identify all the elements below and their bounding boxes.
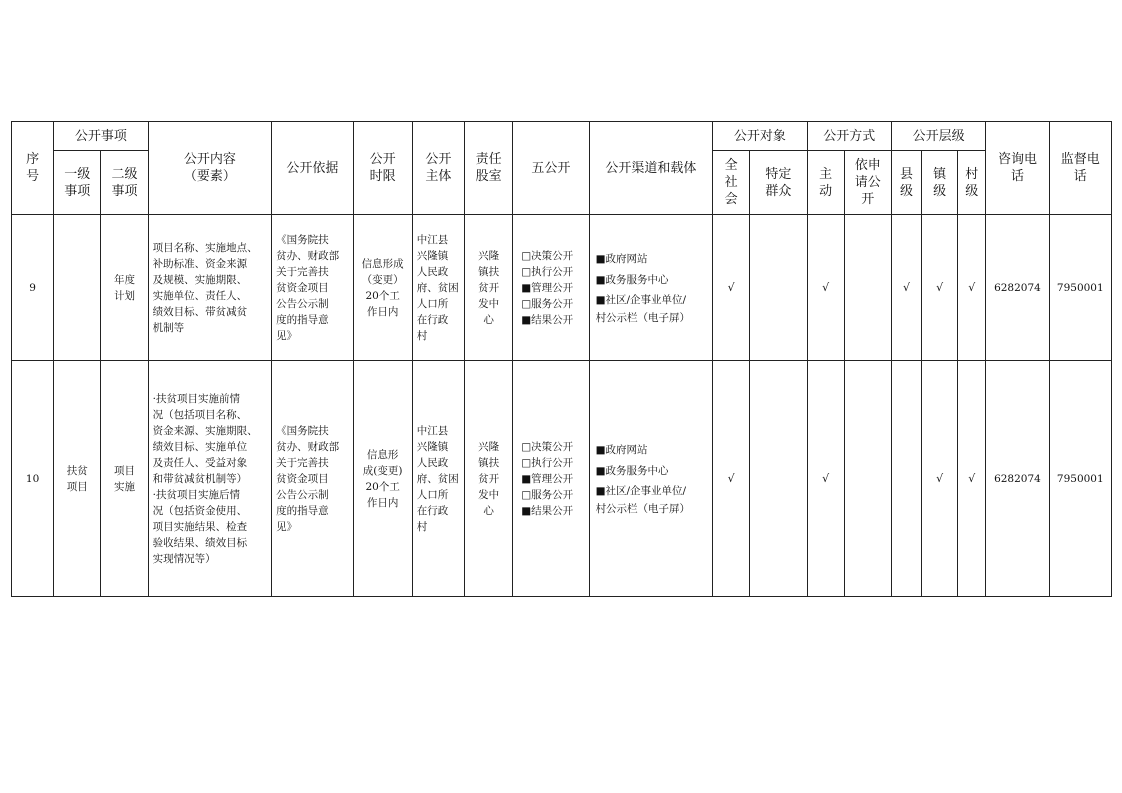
row-method-request bbox=[844, 215, 891, 361]
row-item-l1: 扶贫 项目 bbox=[54, 361, 101, 597]
five-item: ■结果公开 bbox=[521, 504, 574, 517]
five-item: □服务公开 bbox=[521, 488, 574, 501]
row-level-town: √ bbox=[922, 361, 958, 597]
row-subject bbox=[412, 361, 464, 597]
header-dept: 责任 股室 bbox=[465, 122, 513, 215]
row-dept: 兴隆 镇扶 贫开 发中 心 bbox=[465, 361, 513, 597]
header-level-town: 镇 级 bbox=[922, 151, 958, 215]
five-item: □决策公开 bbox=[521, 249, 574, 262]
header-supervise-phone: 监督电 话 bbox=[1049, 122, 1111, 215]
row-time-limit: 信息形成 （变更） 20个工 作日内 bbox=[353, 215, 412, 361]
header-level: 公开层级 bbox=[891, 122, 985, 151]
channel-item: ■政务服务中心 bbox=[595, 464, 669, 477]
row-item-l2: 年度 计划 bbox=[101, 215, 148, 361]
row-content bbox=[148, 361, 272, 597]
row-time-limit: 信息形 成(变更) 20个工 作日内 bbox=[353, 361, 412, 597]
row-target-all: √ bbox=[713, 215, 750, 361]
row-channel bbox=[589, 215, 713, 361]
header-seq: 序 号 bbox=[12, 122, 54, 215]
row-item-l2: 项目 实施 bbox=[101, 361, 148, 597]
row-five bbox=[513, 215, 589, 361]
channel-item: ■社区/企事业单位/ 村公示栏（电子屏） bbox=[595, 484, 691, 515]
row-channel bbox=[589, 361, 713, 597]
header-target-all: 全 社 会 bbox=[713, 151, 750, 215]
row-seq: 9 bbox=[12, 215, 54, 361]
row-consult-phone: 6282074 bbox=[986, 215, 1049, 361]
row-target-specific bbox=[750, 361, 807, 597]
row-content-text: 项目名称、实施地点、 补助标准、资金来源 及规模、实施期限、 实施单位、责任人、 绩效目标、带贫减贫 机制等 bbox=[152, 241, 258, 334]
header-method-active: 主 动 bbox=[807, 151, 844, 215]
header-target: 公开对象 bbox=[713, 122, 807, 151]
header-item-l2: 二级 事项 bbox=[101, 151, 148, 215]
row-level-village: √ bbox=[958, 215, 986, 361]
row-basis bbox=[272, 361, 353, 597]
row-subject-text: 中江县 兴隆镇 人民政 府、贫困 人口所 在行政 村 bbox=[416, 233, 459, 342]
five-item: □服务公开 bbox=[521, 297, 574, 310]
row-level-county bbox=[891, 361, 921, 597]
table-row bbox=[12, 361, 1112, 597]
row-level-county: √ bbox=[891, 215, 921, 361]
header-item-l1: 一级 事项 bbox=[54, 151, 101, 215]
row-level-town: √ bbox=[922, 215, 958, 361]
header-level-county: 县 级 bbox=[891, 151, 921, 215]
table-row bbox=[12, 215, 1112, 361]
row-content-text: ·扶贫项目实施前情 况（包括项目名称、 资金来源、实施期限、 绩效目标、实施单位 及责任人、受益对象 和带贫减贫机制等） ·扶贫项目实施后情 况（包括资金使用、 项目实施结果、检查 验收结果、绩效目标 实现情况等） bbox=[152, 392, 258, 565]
header-content: 公开内容 （要素） bbox=[148, 122, 272, 215]
header-channel: 公开渠道和载体 bbox=[589, 122, 713, 215]
row-five bbox=[513, 361, 589, 597]
row-target-all: √ bbox=[713, 361, 750, 597]
header-time-limit: 公开 时限 bbox=[353, 122, 412, 215]
header-method: 公开方式 bbox=[807, 122, 891, 151]
row-subject bbox=[412, 215, 464, 361]
five-item: □决策公开 bbox=[521, 440, 574, 453]
row-level-village: √ bbox=[958, 361, 986, 597]
header-target-specific: 特定 群众 bbox=[750, 151, 807, 215]
row-consult-phone: 6282074 bbox=[986, 361, 1049, 597]
header-five: 五公开 bbox=[513, 122, 589, 215]
row-supervise-phone: 7950001 bbox=[1049, 361, 1111, 597]
row-content bbox=[148, 215, 272, 361]
five-item: □执行公开 bbox=[521, 456, 574, 469]
channel-item: ■政府网站 bbox=[595, 252, 648, 265]
row-method-active: √ bbox=[807, 215, 844, 361]
header-basis: 公开依据 bbox=[272, 122, 353, 215]
five-item: ■管理公开 bbox=[521, 281, 574, 294]
row-seq: 10 bbox=[12, 361, 54, 597]
row-dept: 兴隆 镇扶 贫开 发中 心 bbox=[465, 215, 513, 361]
row-basis-text: 《国务院扶 贫办、财政部 关于完善扶 贫资金项目 公告公示制 度的指导意 见》 bbox=[276, 424, 340, 533]
channel-item: ■政府网站 bbox=[595, 443, 648, 456]
five-item: ■结果公开 bbox=[521, 313, 574, 326]
header-subject: 公开 主体 bbox=[412, 122, 464, 215]
header-consult-phone: 咨询电 话 bbox=[986, 122, 1049, 215]
row-item-l1 bbox=[54, 215, 101, 361]
five-item: □执行公开 bbox=[521, 265, 574, 278]
row-method-request bbox=[844, 361, 891, 597]
disclosure-table bbox=[11, 121, 1112, 597]
channel-item: ■政务服务中心 bbox=[595, 273, 669, 286]
row-supervise-phone: 7950001 bbox=[1049, 215, 1111, 361]
row-basis bbox=[272, 215, 353, 361]
header-level-village: 村 级 bbox=[958, 151, 986, 215]
row-basis-text: 《国务院扶 贫办、财政部 关于完善扶 贫资金项目 公告公示制 度的指导意 见》 bbox=[276, 233, 340, 342]
header-item: 公开事项 bbox=[54, 122, 148, 151]
five-item: ■管理公开 bbox=[521, 472, 574, 485]
row-method-active: √ bbox=[807, 361, 844, 597]
row-subject-text: 中江县 兴隆镇 人民政 府、贫困 人口所 在行政 村 bbox=[416, 424, 459, 533]
channel-item: ■社区/企事业单位/ 村公示栏（电子屏） bbox=[595, 293, 691, 324]
row-target-specific bbox=[750, 215, 807, 361]
header-method-request: 依申 请公 开 bbox=[844, 151, 891, 215]
